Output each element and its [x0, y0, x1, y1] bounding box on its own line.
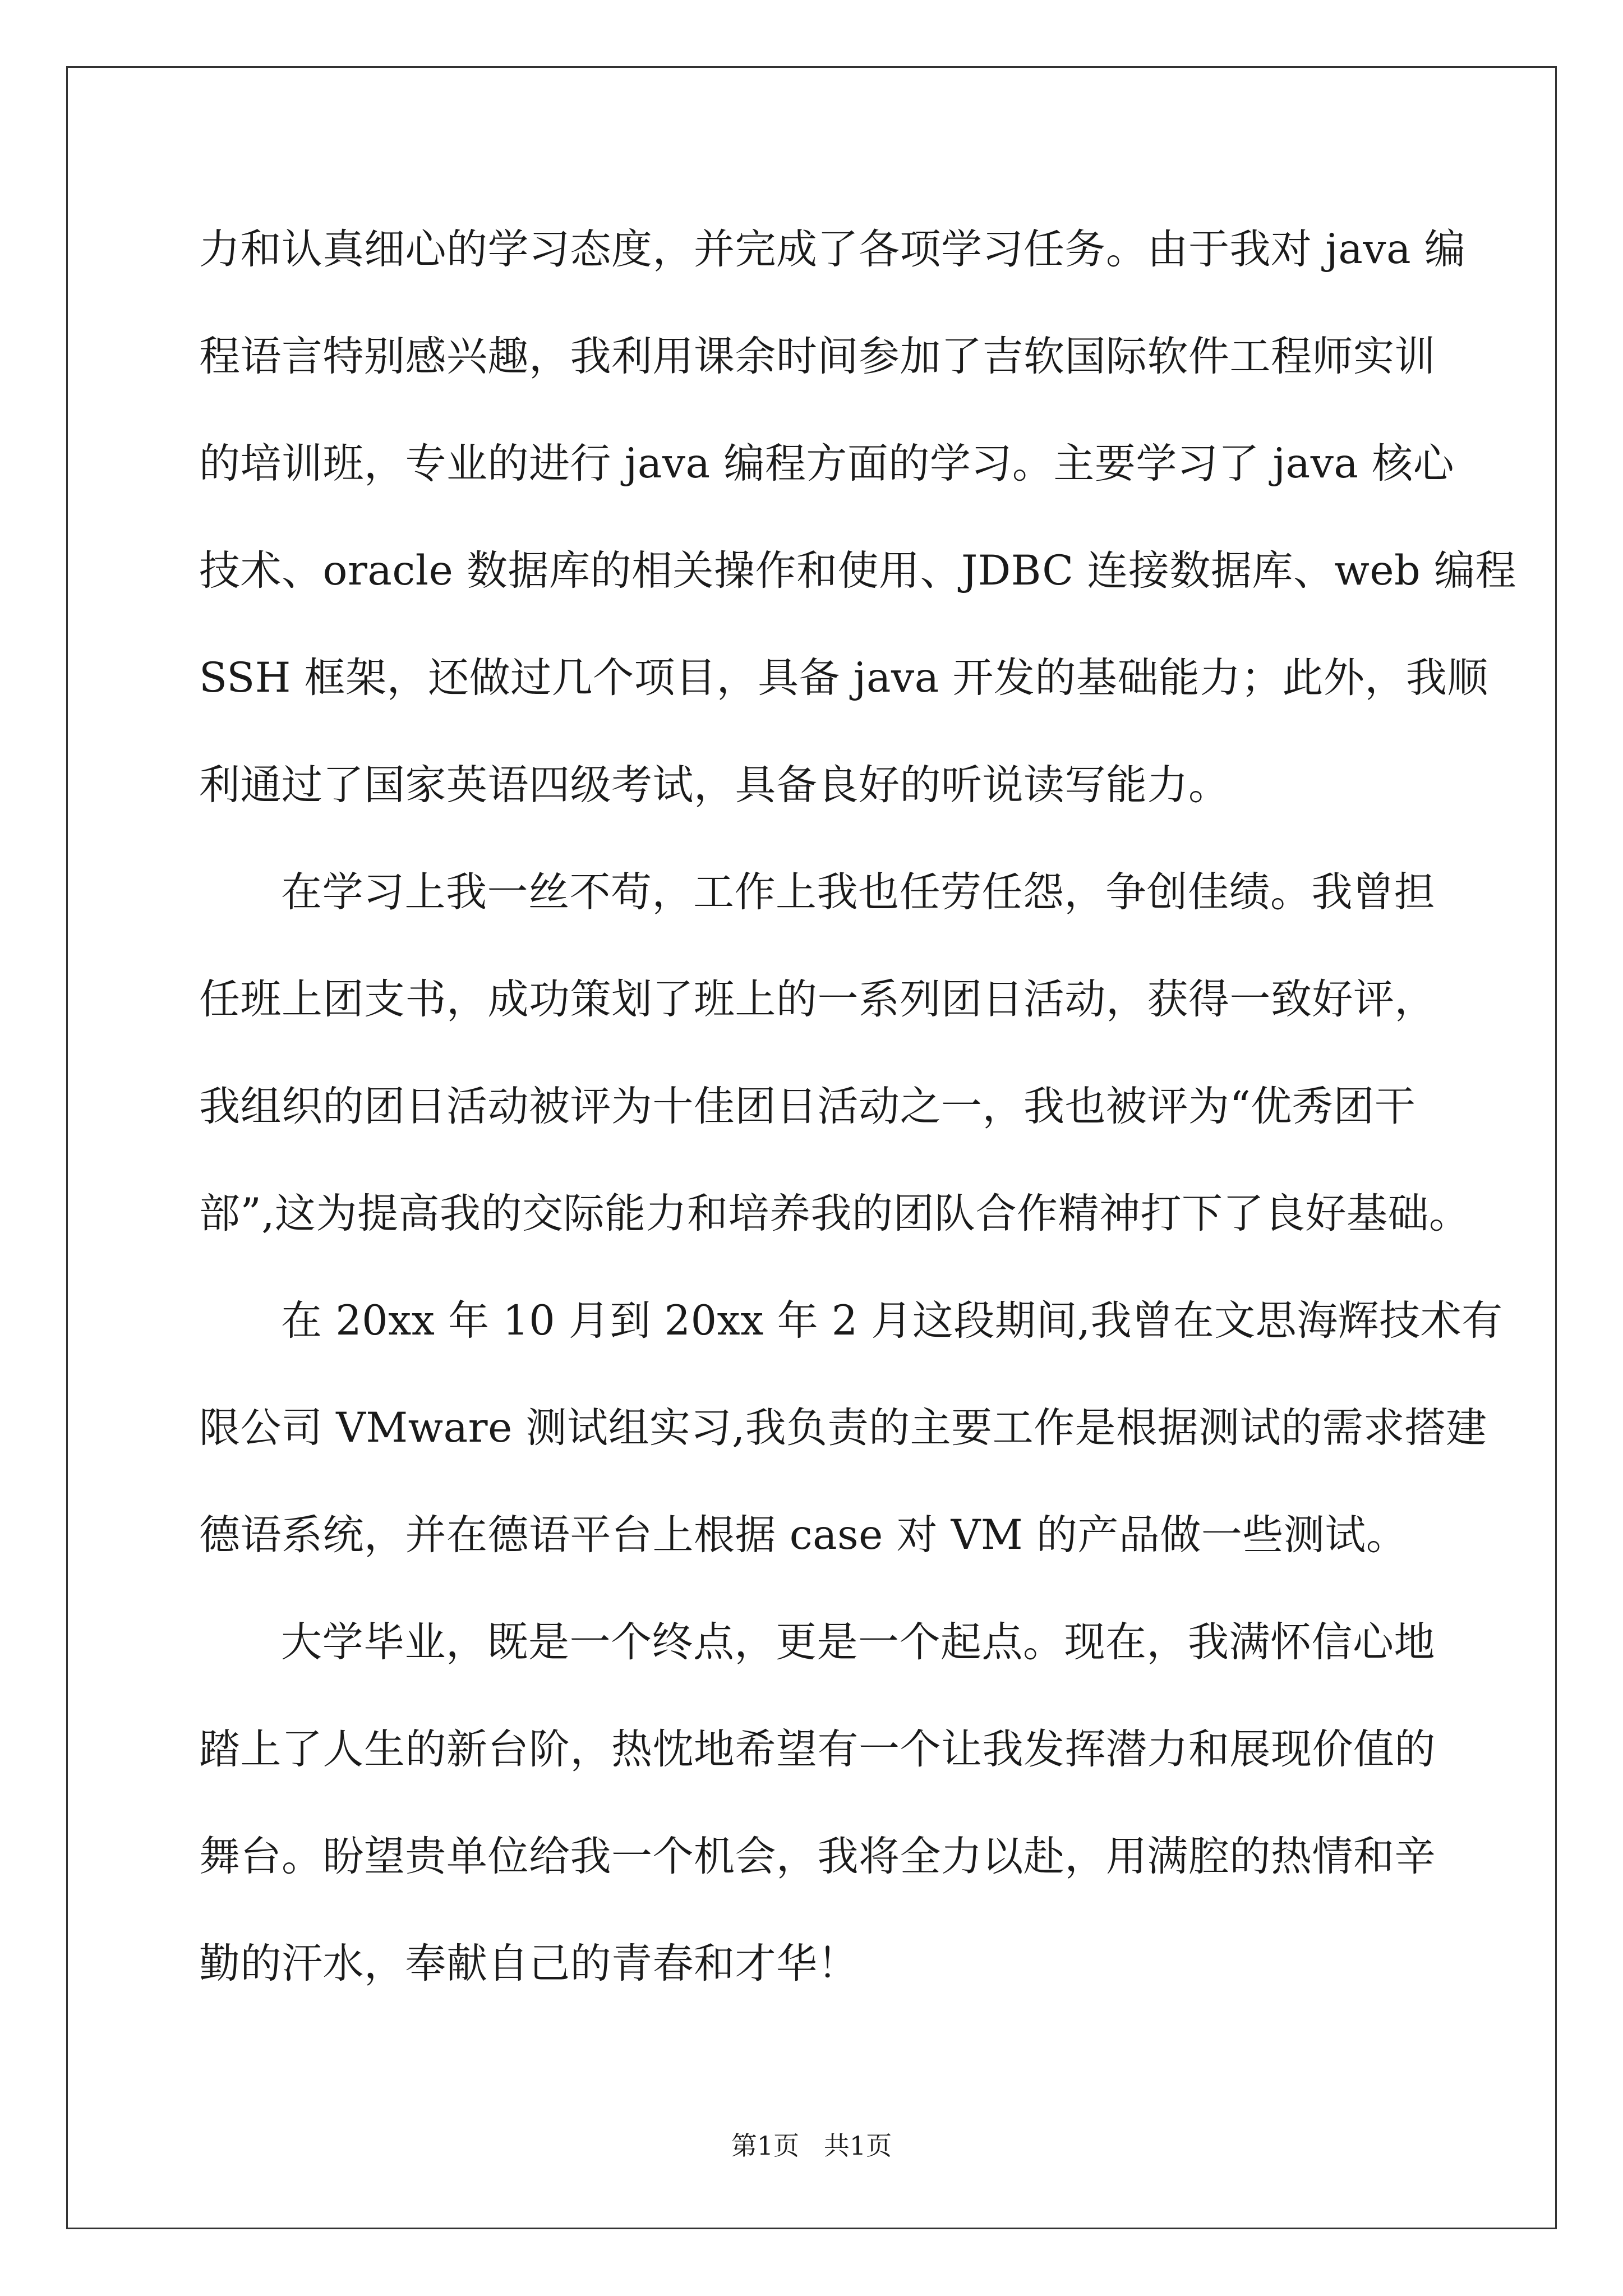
text-line: 在 20xx 年 10 月到 20xx 年 2 月这段期间,我曾在文思海辉技术有 [281, 1297, 1503, 1345]
text-line: 德语系统，并在德语平台上根据 case 对 VM 的产品做一些测试。 [199, 1511, 1408, 1559]
text-line: 舞台。盼望贵单位给我一个机会，我将全力以赴，用满腔的热情和辛 [199, 1833, 1436, 1880]
text-line: 程语言特别感兴趣，我利用课余时间参加了吉软国际软件工程师实训 [199, 333, 1436, 380]
text-line: 利通过了国家英语四级考试，具备良好的听说读写能力。 [199, 761, 1230, 809]
text-line: 在学习上我一丝不苟，工作上我也任劳任怨，争创佳绩。我曾担 [281, 868, 1435, 916]
text-line: 勤的汗水，奉献自己的青春和才华！ [199, 1940, 859, 1987]
page-footer: 第1页 共1页 [731, 2131, 892, 2161]
text-line: 大学毕业，既是一个终点，更是一个起点。现在，我满怀信心地 [281, 1618, 1435, 1666]
paragraph-4 [199, 1614, 1436, 2043]
text-line: 限公司 VMware 测试组实习,我负责的主要工作是根据测试的需求搭建 [199, 1404, 1487, 1452]
paragraph-2 [199, 864, 1470, 1293]
text-line: 的培训班，专业的进行 java 编程方面的学习。主要学习了 java 核心 [199, 440, 1455, 487]
text-line: SSH 框架，还做过几个项目，具备 java 开发的基础能力；此外，我顺 [199, 654, 1488, 702]
document-body [199, 222, 1516, 2043]
paragraph-1 [199, 222, 1516, 864]
text-line: 我组织的团日活动被评为十佳团日活动之一，我也被评为“优秀团干 [199, 1083, 1416, 1130]
text-line: 技术、oracle 数据库的相关操作和使用、JDBC 连接数据库、web 编程 [199, 547, 1516, 595]
text-line: 力和认真细心的学习态度，并完成了各项学习任务。由于我对 java 编 [199, 226, 1466, 273]
text-line: 任班上团支书，成功策划了班上的一系列团日活动，获得一致好评， [199, 976, 1436, 1023]
text-line: 部”,这为提高我的交际能力和培养我的团队合作精神打下了良好基础。 [199, 1190, 1470, 1237]
text-line: 踏上了人生的新台阶，热忱地希望有一个让我发挥潜力和展现价值的 [199, 1726, 1436, 1773]
paragraph-3 [199, 1293, 1503, 1614]
